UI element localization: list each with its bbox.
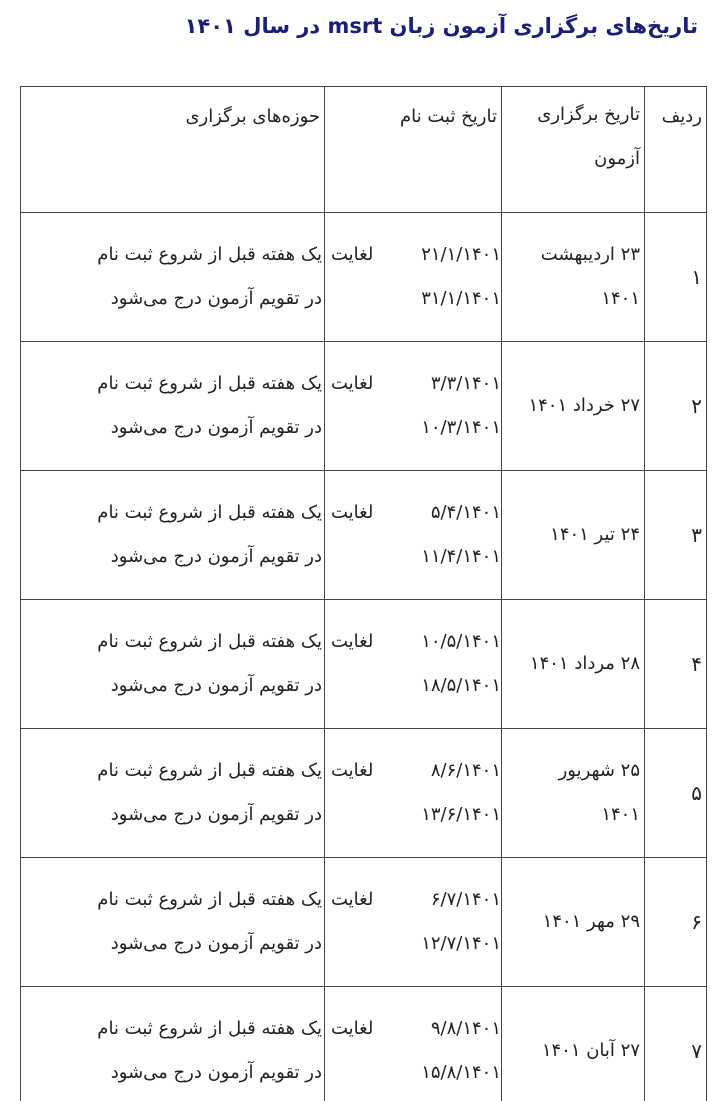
table-row [21, 600, 707, 729]
exam-date-line1: ۲۳ اردیبهشت [540, 244, 640, 265]
exam-date-line1: ۲۵ شهریور [558, 760, 640, 781]
registration-cell [325, 600, 502, 729]
registration-cell [325, 987, 502, 1101]
row-index-value: ۷ [691, 1039, 702, 1063]
table-row [21, 858, 707, 987]
row-index [645, 213, 707, 342]
areas-cell [21, 858, 325, 987]
registration-from: ۱۰/۵/۱۴۰۱ [421, 631, 501, 652]
areas-cell [21, 987, 325, 1101]
header-exam-date: تاریخ برگزاری آزمون [502, 87, 645, 213]
registration-cell [325, 213, 502, 342]
exam-date-cell [502, 213, 645, 342]
areas-line2: در تقویم آزمون درج می‌شود [110, 933, 322, 954]
table-row [21, 729, 707, 858]
exam-date-line2: ۱۴۰۱ [601, 288, 640, 309]
row-index [645, 987, 707, 1101]
registration-from: ۹/۸/۱۴۰۱ [430, 1018, 501, 1039]
areas-cell [21, 729, 325, 858]
exam-date-cell [502, 600, 645, 729]
row-index [645, 471, 707, 600]
registration-until-word: لغایت [331, 889, 374, 910]
areas-line1: یک هفته قبل از شروع ثبت نام [97, 631, 322, 652]
registration-until-word: لغایت [331, 760, 374, 781]
row-index [645, 858, 707, 987]
areas-line1: یک هفته قبل از شروع ثبت نام [97, 760, 322, 781]
areas-line1: یک هفته قبل از شروع ثبت نام [97, 244, 322, 265]
areas-line2: در تقویم آزمون درج می‌شود [110, 288, 322, 309]
registration-cell [325, 858, 502, 987]
row-index [645, 600, 707, 729]
table-row [21, 987, 707, 1101]
row-index-value: ۵ [691, 781, 702, 805]
registration-to: ۳۱/۱/۱۴۰۱ [421, 288, 501, 309]
registration-until-word: لغایت [331, 1018, 374, 1039]
registration-to: ۱۵/۸/۱۴۰۱ [421, 1062, 501, 1083]
exam-date-cell [502, 729, 645, 858]
registration-cell [325, 471, 502, 600]
exam-schedule-table [20, 86, 707, 1101]
exam-date-line2: ۱۴۰۱ [601, 804, 640, 825]
exam-date-line1: ۲۷ خرداد ۱۴۰۱ [528, 395, 640, 416]
registration-to: ۱۲/۷/۱۴۰۱ [421, 933, 501, 954]
header-index: ردیف [645, 87, 707, 213]
registration-until-word: لغایت [331, 373, 374, 394]
exam-date-cell [502, 471, 645, 600]
exam-date-cell [502, 987, 645, 1101]
areas-line2: در تقویم آزمون درج می‌شود [110, 675, 322, 696]
registration-until-word: لغایت [331, 244, 374, 265]
areas-line2: در تقویم آزمون درج می‌شود [110, 804, 322, 825]
exam-date-line1: ۲۴ تیر ۱۴۰۱ [550, 524, 640, 545]
areas-cell [21, 600, 325, 729]
table-header-row [21, 87, 707, 213]
registration-to: ۱۳/۶/۱۴۰۱ [421, 804, 501, 825]
registration-cell [325, 729, 502, 858]
exam-date-line1: ۲۷ آبان ۱۴۰۱ [541, 1040, 640, 1061]
areas-line2: در تقویم آزمون درج می‌شود [110, 417, 322, 438]
registration-from: ۵/۴/۱۴۰۱ [430, 502, 501, 523]
areas-line2: در تقویم آزمون درج می‌شود [110, 1062, 322, 1083]
exam-date-cell [502, 342, 645, 471]
table-row [21, 213, 707, 342]
registration-to: ۱۸/۵/۱۴۰۱ [421, 675, 501, 696]
registration-from: ۸/۶/۱۴۰۱ [430, 760, 501, 781]
row-index-value: ۴ [691, 652, 702, 676]
exam-date-line1: ۲۸ مرداد ۱۴۰۱ [529, 653, 640, 674]
row-index-value: ۲ [691, 394, 702, 418]
table-row [21, 471, 707, 600]
areas-line1: یک هفته قبل از شروع ثبت نام [97, 889, 322, 910]
registration-to: ۱۱/۴/۱۴۰۱ [421, 546, 501, 567]
areas-cell [21, 471, 325, 600]
registration-to: ۱۰/۳/۱۴۰۱ [421, 417, 501, 438]
header-areas: حوزه‌های برگزاری [21, 87, 325, 213]
registration-until-word: لغایت [331, 631, 374, 652]
areas-line1: یک هفته قبل از شروع ثبت نام [97, 502, 322, 523]
registration-from: ۲۱/۱/۱۴۰۱ [421, 244, 501, 265]
areas-cell [21, 213, 325, 342]
row-index-value: ۶ [691, 910, 702, 934]
row-index-value: ۳ [691, 523, 702, 547]
page-title: تاریخ‌های برگزاری آزمون زبان msrt در سال ۱۴۰۱ [184, 14, 698, 38]
row-index [645, 342, 707, 471]
registration-cell [325, 342, 502, 471]
areas-line2: در تقویم آزمون درج می‌شود [110, 546, 322, 567]
registration-from: ۶/۷/۱۴۰۱ [430, 889, 501, 910]
header-registration: تاریخ ثبت نام [325, 87, 502, 213]
exam-date-line1: ۲۹ مهر ۱۴۰۱ [542, 911, 640, 932]
areas-cell [21, 342, 325, 471]
areas-line1: یک هفته قبل از شروع ثبت نام [97, 1018, 322, 1039]
row-index [645, 729, 707, 858]
table-row [21, 342, 707, 471]
row-index-value: ۱ [691, 265, 702, 289]
areas-line1: یک هفته قبل از شروع ثبت نام [97, 373, 322, 394]
registration-until-word: لغایت [331, 502, 374, 523]
exam-date-cell [502, 858, 645, 987]
registration-from: ۳/۳/۱۴۰۱ [430, 373, 501, 394]
